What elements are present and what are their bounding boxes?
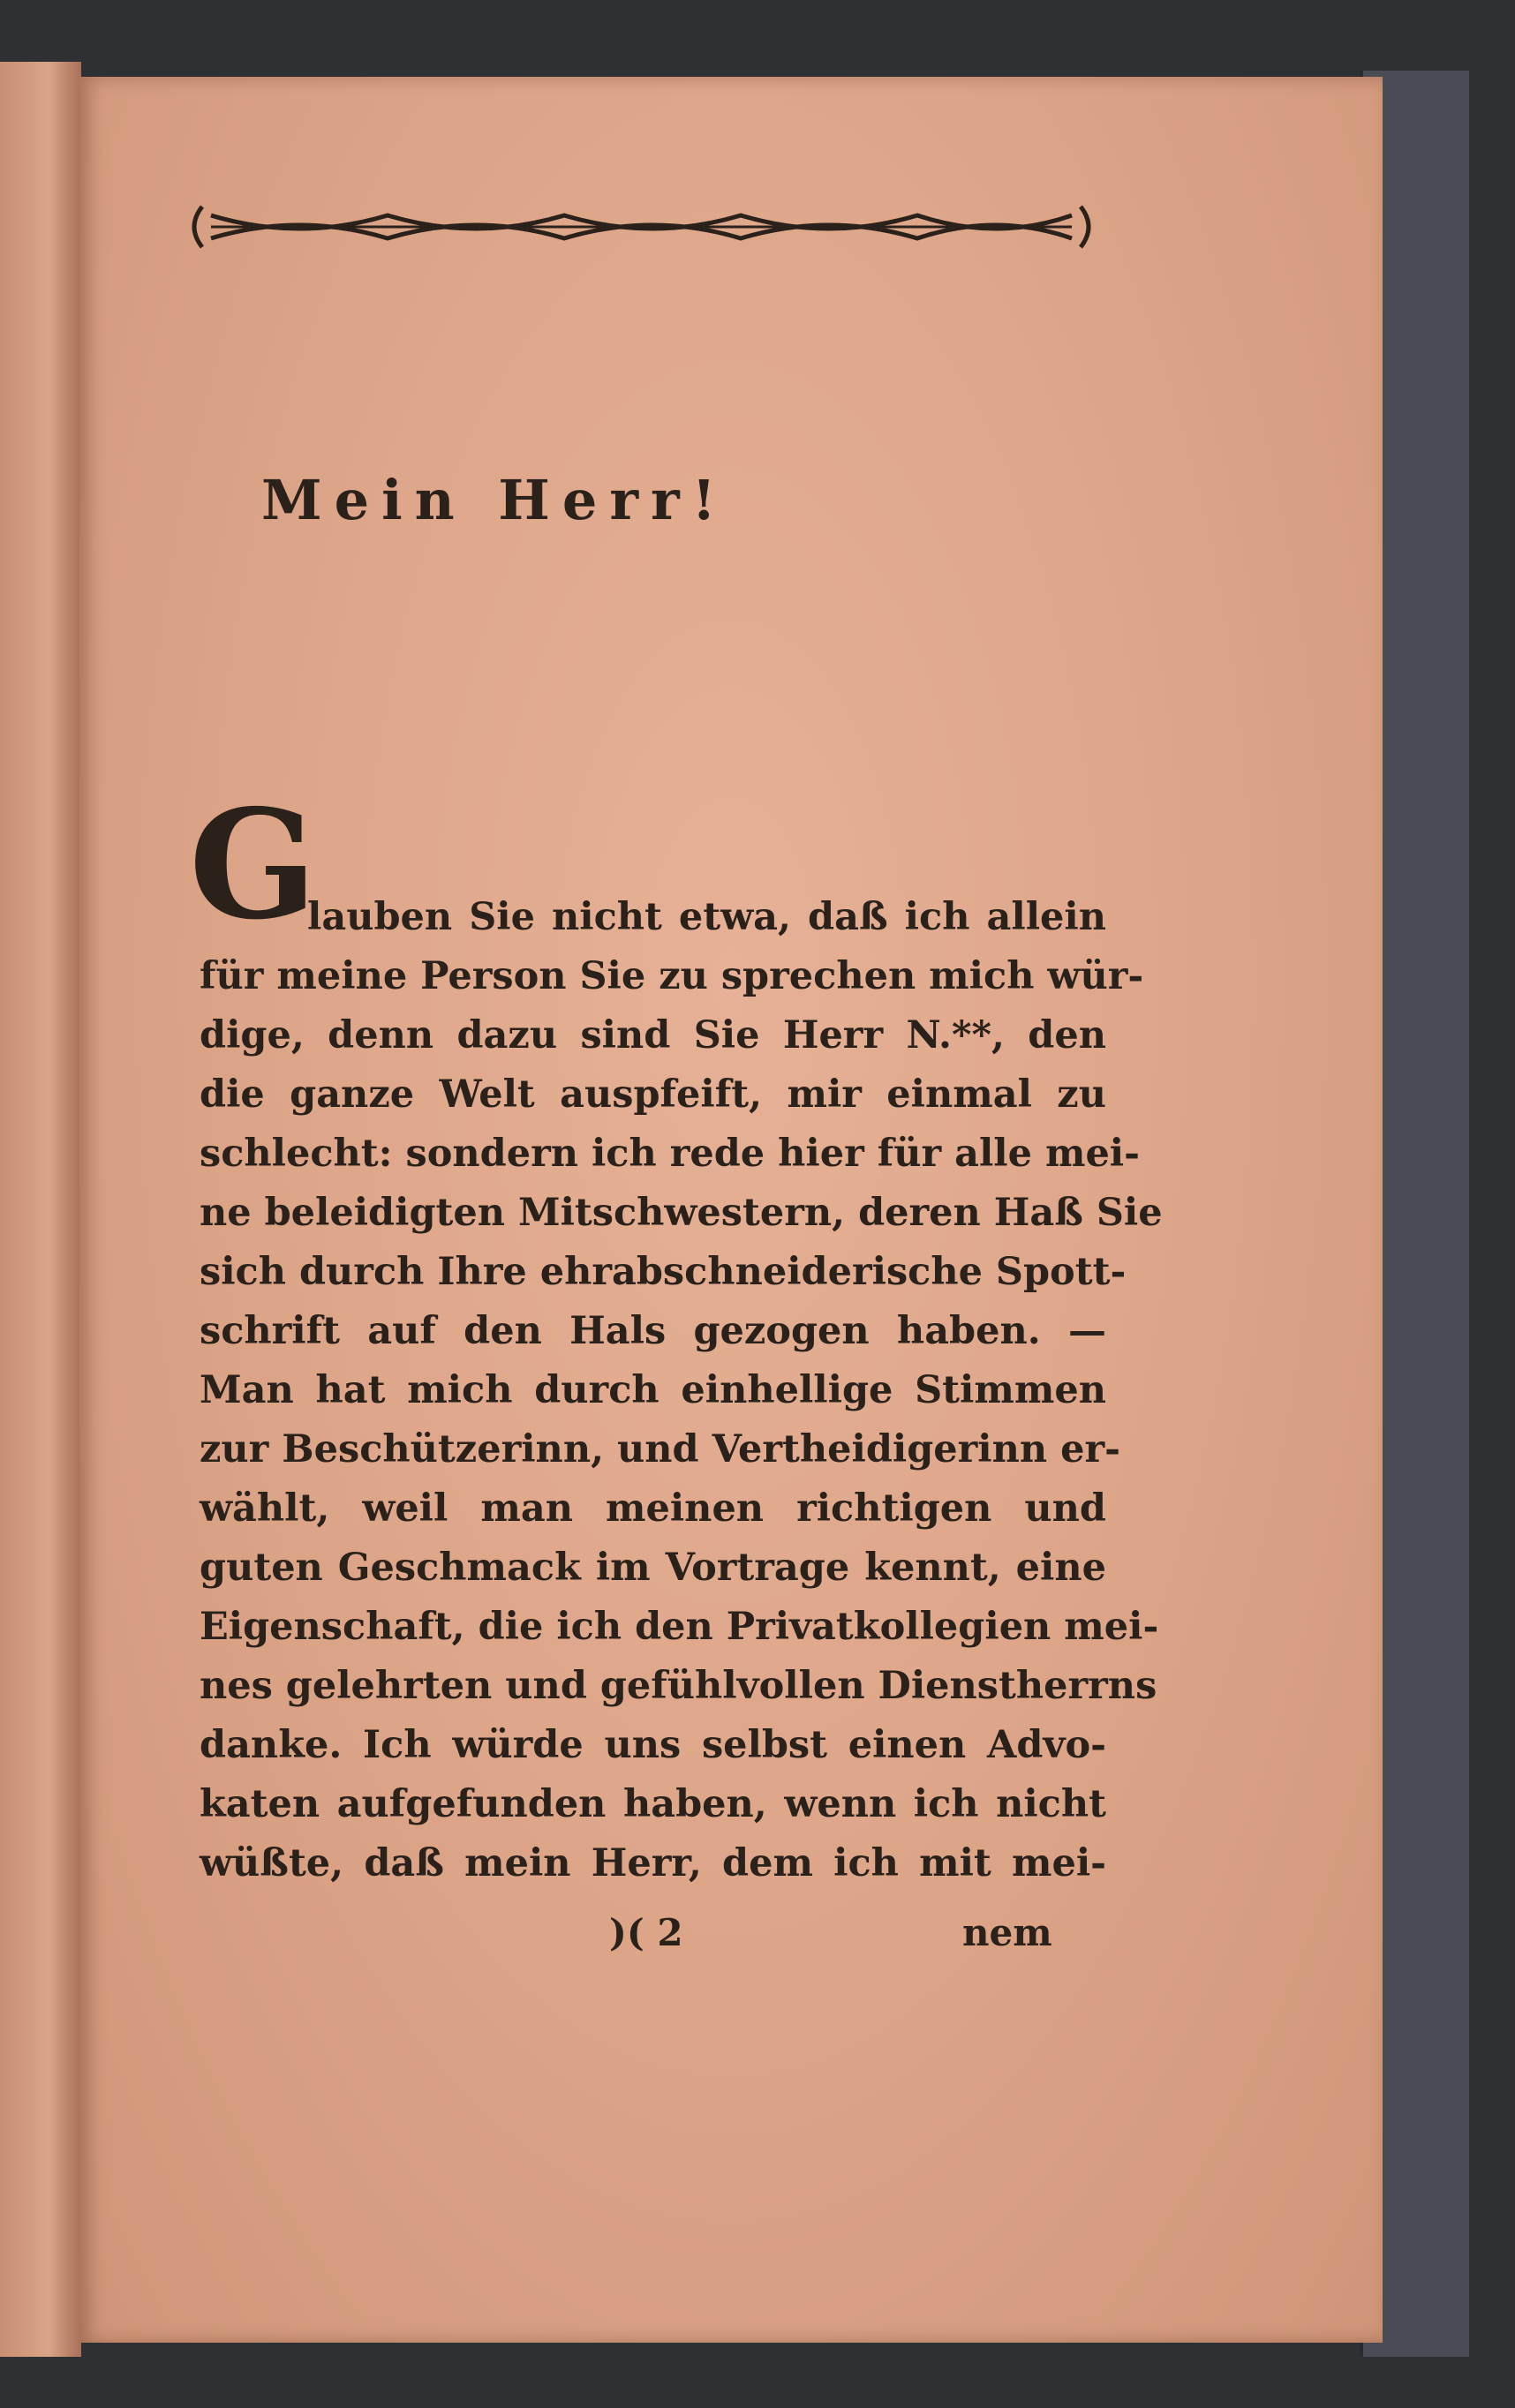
- signature-mark: )( 2: [609, 1911, 683, 1954]
- facing-page-edge: [0, 62, 81, 2357]
- text-line: zur Beschützerinn, und Vertheidigerinn er-: [200, 1427, 1121, 1471]
- text-line: schrift auf den Hals gezogen haben. —: [200, 1309, 1106, 1353]
- text-line: lauben Sie nicht etwa, daß ich allein: [307, 895, 1106, 939]
- drop-cap: G: [189, 777, 318, 953]
- text-line: dige, denn dazu sind Sie Herr N.**, den: [200, 1013, 1106, 1057]
- text-line: die ganze Welt auspfeift, mir einmal zu: [200, 1072, 1106, 1117]
- body-text: [200, 888, 1163, 1893]
- text-line: ne beleidigten Mitschwestern, deren Haß Sie: [200, 1191, 1163, 1235]
- text-line: guten Geschmack im Vortrage kennt, eine: [200, 1546, 1106, 1590]
- catchword: nem: [962, 1911, 1052, 1954]
- text-line: nes gelehrten und gefühlvollen Dienstherrns: [200, 1664, 1157, 1708]
- text-line: schlecht: sondern ich rede hier für alle mei-: [200, 1132, 1140, 1176]
- text-line: wüßte, daß mein Herr, dem ich mit mei-: [200, 1841, 1106, 1885]
- text-line: für meine Person Sie zu sprechen mich wür-: [200, 954, 1144, 998]
- text-line: danke. Ich würde uns selbst einen Advo-: [200, 1723, 1106, 1767]
- text-line: Man hat mich durch einhellige Stimmen: [200, 1368, 1106, 1412]
- text-line: katen aufgefunden haben, wenn ich nicht: [200, 1782, 1106, 1826]
- text-line: Eigenschaft, die ich den Privatkollegien mei-: [200, 1605, 1159, 1649]
- text-line: wählt, weil man meinen richtigen und: [200, 1486, 1106, 1531]
- text-line: sich durch Ihre ehrabschneiderische Spott-: [200, 1250, 1127, 1294]
- letter-salutation: Mein Herr!: [261, 468, 728, 532]
- decorative-border-ornament: [185, 199, 1098, 254]
